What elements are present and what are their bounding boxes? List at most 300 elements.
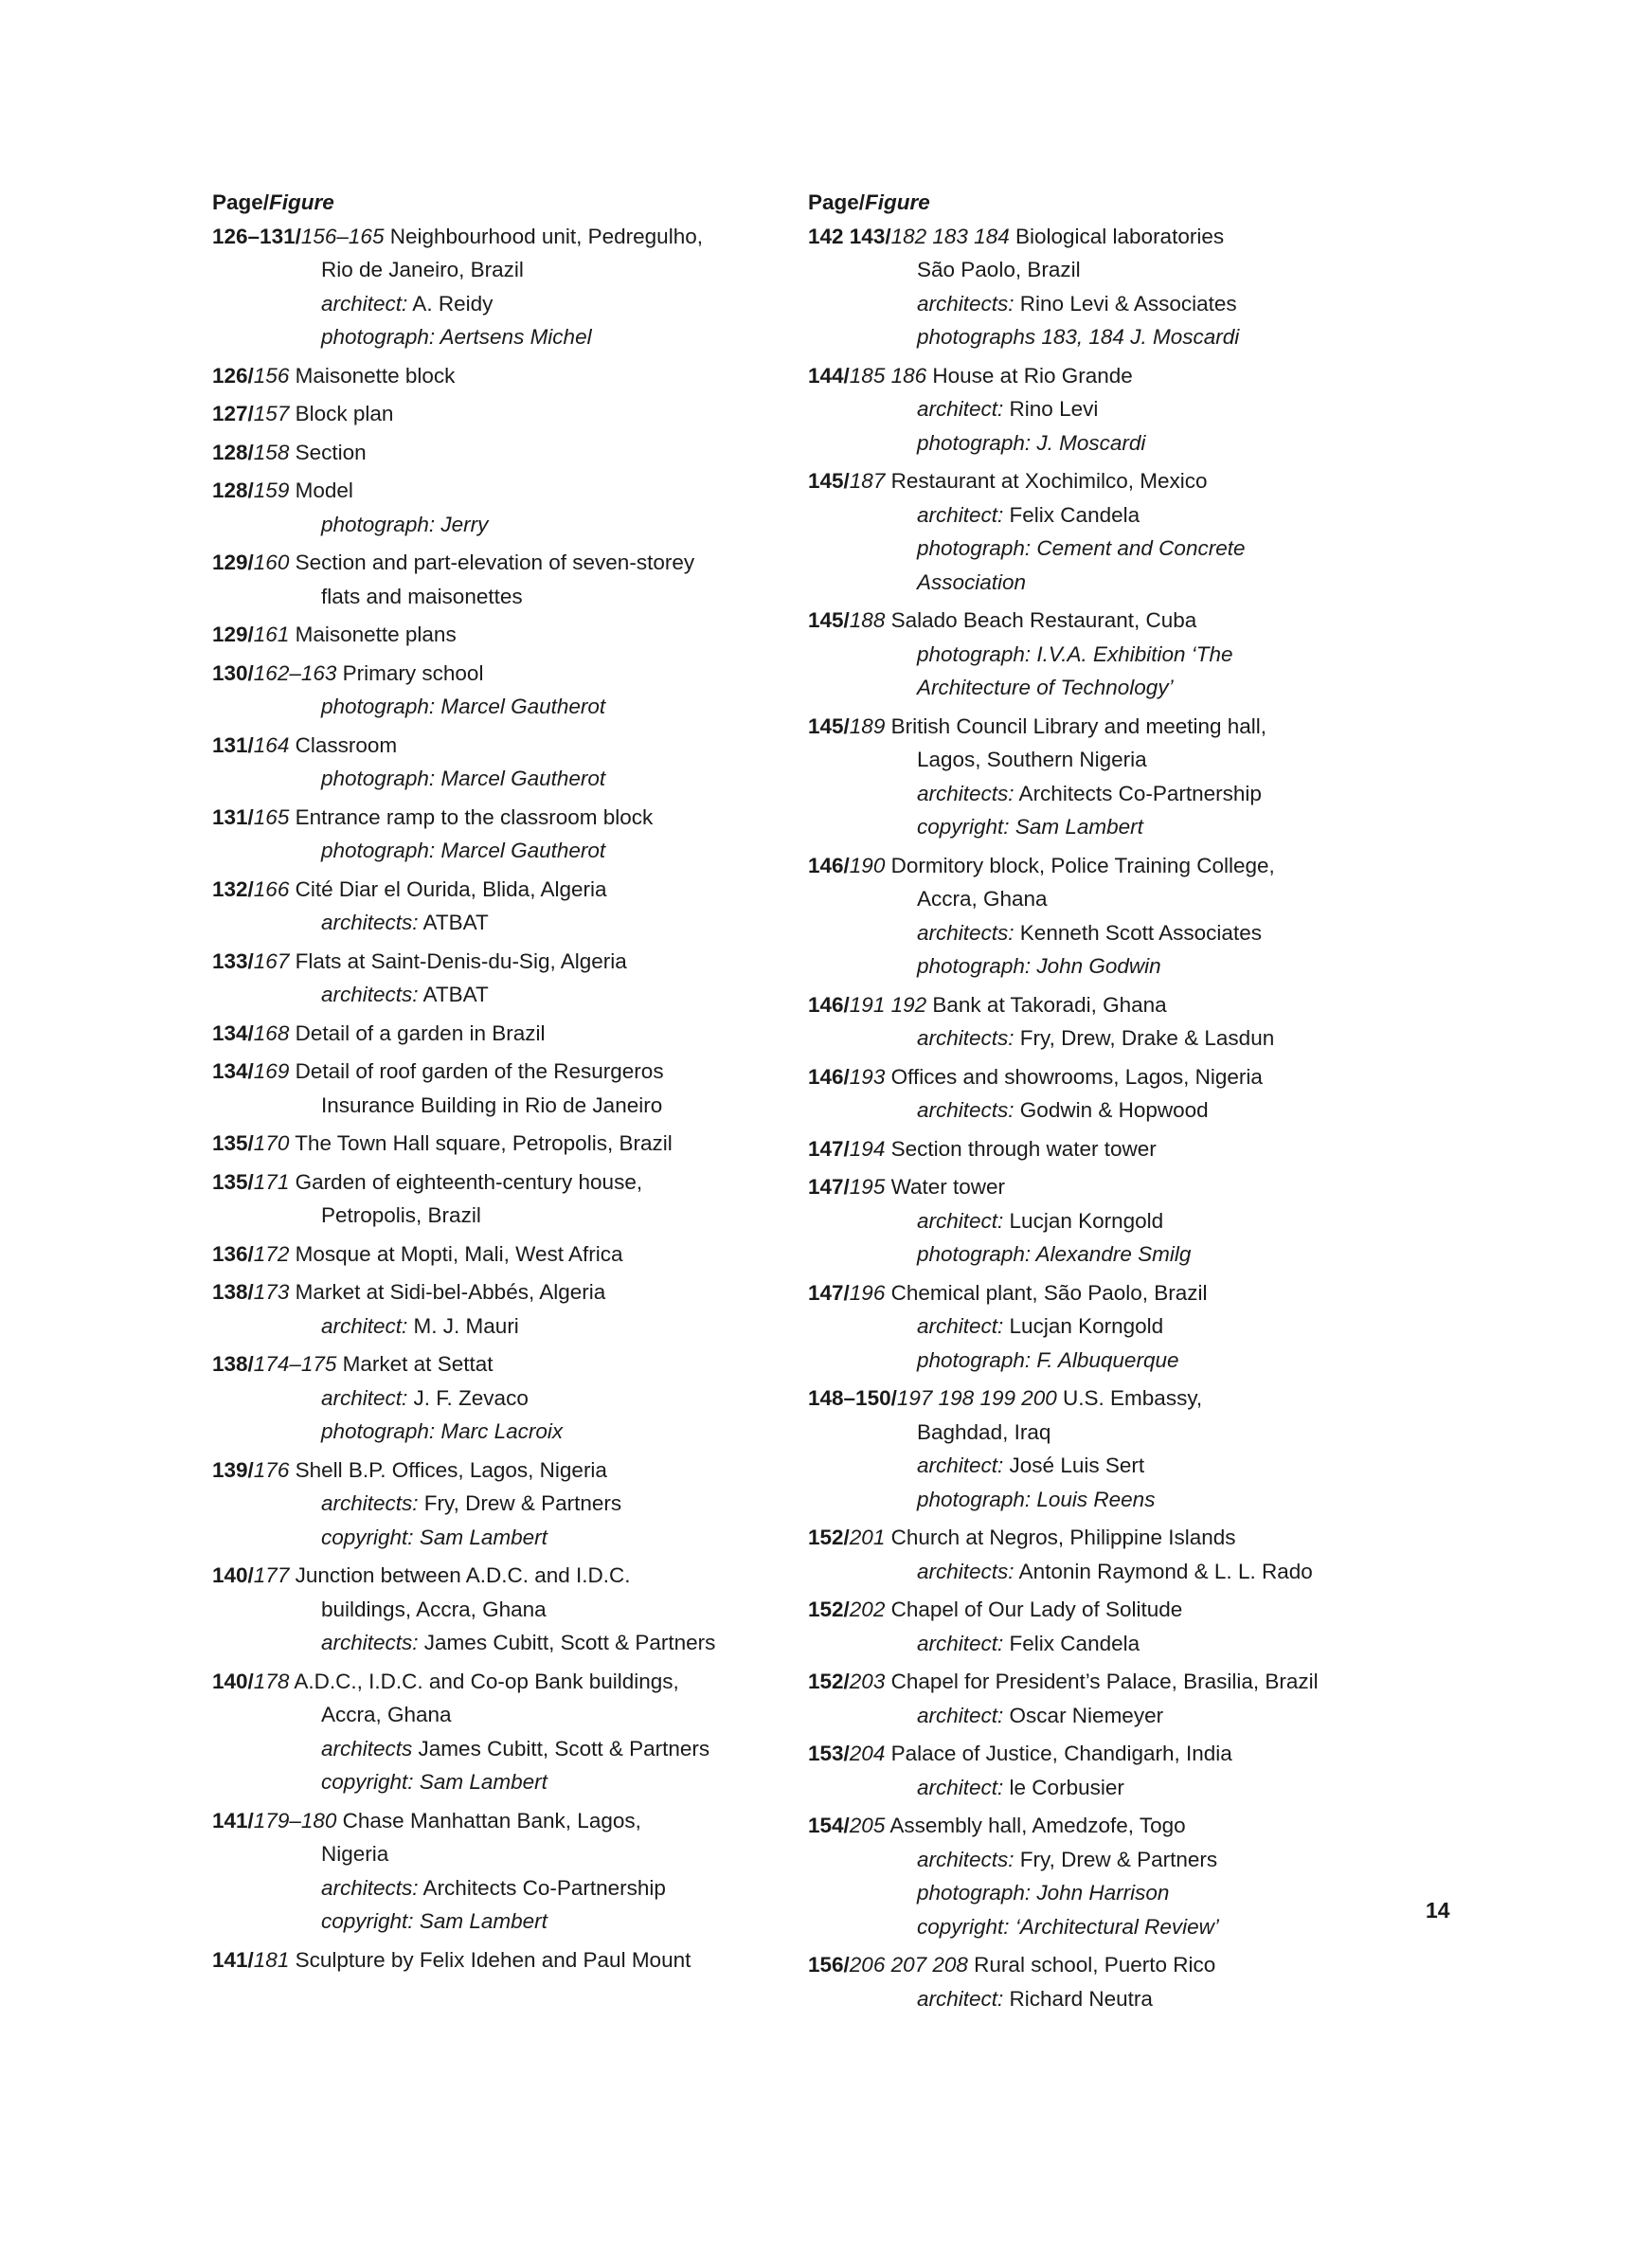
figure-ref: 159 [253,478,290,502]
entry-continuation-line [212,1732,799,1766]
credit-name: Fry, Drew & Partners [418,1491,622,1515]
figure-ref: 166 [253,876,290,901]
page-ref: 146/ [808,1064,850,1089]
credit-label: copyright: [321,1770,414,1794]
caption-entry [808,1948,1395,2015]
credit-label: photograph: [917,1347,1032,1372]
page-ref: 129/ [212,551,254,574]
page-ref: 130/ [212,660,254,685]
entry-continuation-line [212,1593,799,1627]
credit-name: Sam Lambert [1009,815,1143,839]
entry-continuation-line [808,1699,1395,1733]
entry-heading-line [808,1809,1395,1843]
figure-ref: 167 [253,948,290,973]
header-label: Page/ [808,190,866,214]
figure-ref: 172 [253,1241,290,1266]
caption-entry [212,1559,799,1660]
credit-name: Marcel Gautherot [435,767,606,790]
entry-heading-line [212,1347,799,1381]
credit-label: architect: [917,1775,1004,1799]
header-label-italic: Figure [269,190,334,214]
header-label: Page/ [212,190,270,214]
credit-name: Sam Lambert [413,1525,548,1549]
credit-name: ‘Architectural Review’ [1009,1914,1219,1939]
figure-ref: 189 [849,713,886,738]
entry-title: Offices and showrooms, Lagos, Nigeria [885,1064,1263,1089]
continuation-text: Rio de Janeiro, Brazil [321,258,524,281]
entry-heading-line [212,1055,799,1089]
caption-entry [808,1170,1395,1272]
credit-name: Marc Lacroix [435,1419,564,1443]
caption-entry [212,1275,799,1343]
figure-ref: 187 [849,469,886,493]
page-ref: 139/ [212,1457,254,1482]
credit-name: Rino Levi & Associates [1014,291,1237,316]
entry-heading-line [808,1521,1395,1555]
entry-continuation-line [212,978,799,1012]
page-ref: 147/ [808,1175,850,1199]
credit-name: Marcel Gautherot [435,839,606,862]
entry-continuation-line [808,1237,1395,1272]
credit-label: architect: [917,1314,1004,1338]
entry-title: House at Rio Grande [926,363,1133,388]
page-ref: 135/ [212,1169,254,1194]
credit-label: architects: [321,911,419,934]
credit-name: Oscar Niemeyer [1003,1703,1164,1727]
page-ref: 152/ [808,1526,850,1549]
entry-continuation-line [212,1626,799,1660]
entry-continuation-line [808,638,1395,672]
credit-label: architects [321,1736,413,1760]
figure-ref: 197 198 199 200 [896,1386,1057,1410]
entry-title: Cité Diar el Ourida, Blida, Algeria [289,876,607,901]
entry-continuation-line [212,1871,799,1905]
left-column [212,186,799,1981]
figure-ref: 173 [253,1280,290,1304]
caption-entry [212,873,799,940]
caption-entry [212,1127,799,1161]
page-ref: 140/ [212,1563,254,1587]
page-ref: 154/ [808,1814,850,1837]
entry-heading-line [212,657,799,691]
entry-continuation-line [808,253,1395,287]
entry-continuation-line [808,1309,1395,1344]
entry-continuation-line [212,1698,799,1732]
credit-label: architect: [917,1986,1004,2011]
continuation-text: buildings, Accra, Ghana [321,1597,547,1621]
caption-entry [212,1055,799,1122]
entry-continuation-line [808,1093,1395,1128]
figure-ref: 156–165 [300,224,385,248]
entry-continuation-line [808,320,1395,354]
entry-continuation-line [808,426,1395,460]
continuation-text: Baghdad, Iraq [917,1419,1051,1444]
entry-title: Entrance ramp to the classroom block [289,804,654,829]
page-ref: 127/ [212,402,254,425]
figure-ref: 176 [253,1457,290,1482]
entry-heading-line [212,1804,799,1838]
page-ref: 131/ [212,804,254,829]
credit-name: M. J. Mauri [407,1313,519,1338]
page-ref: 141/ [212,1808,254,1833]
continuation-text: flats and maisonettes [321,584,523,608]
figure-ref: 182 183 184 [890,224,1010,248]
entry-heading-line [212,1127,799,1161]
continuation-text: Lagos, Southern Nigeria [917,748,1147,771]
caption-entry [808,1593,1395,1660]
credit-label: architect: [321,1313,408,1338]
figure-ref: 201 [849,1526,886,1549]
page-number: 14 [1426,1898,1450,1923]
entry-continuation-line [212,834,799,868]
credit-name: James Cubitt, Scott & Partners [418,1631,716,1654]
figure-ref: 196 [849,1280,886,1305]
entry-heading-line [808,1276,1395,1310]
entry-continuation-line [808,1344,1395,1378]
entry-heading-line [808,849,1395,883]
credit-label: architects: [917,1098,1015,1122]
page-ref: 146/ [808,853,850,877]
page-ref: 140/ [212,1669,254,1693]
entry-title: Market at Sidi-bel-Abbés, Algeria [289,1280,606,1304]
entry-heading-line [212,1017,799,1051]
figure-ref: 177 [253,1563,290,1587]
page-ref: 145/ [808,469,850,493]
entry-title: Palace of Justice, Chandigarh, India [885,1742,1232,1765]
page-ref: 145/ [808,713,850,738]
page-ref: 138/ [212,1352,254,1376]
entry-heading-line [212,1454,799,1488]
entry-heading-line [808,1381,1395,1416]
credit-label: architects: [321,983,419,1006]
figure-ref: 170 [253,1131,290,1155]
credit-name: Kenneth Scott Associates [1014,920,1262,945]
entry-continuation-line [808,1204,1395,1238]
credit-label: architect: [321,1385,408,1410]
right-entries [808,220,1395,2016]
credit-label: architects: [917,291,1015,316]
credit-name: A. Reidy [407,291,494,316]
caption-entry [808,1060,1395,1128]
caption-entry [808,988,1395,1056]
entry-heading-line [808,1593,1395,1627]
continuation-text-italic: Architecture of Technology’ [917,676,1174,699]
figure-ref: 158 [253,440,290,464]
caption-entry [808,1737,1395,1804]
credit-name: J. F. Zevaco [407,1385,529,1410]
page-ref: 147/ [808,1136,850,1161]
page-ref: 131/ [212,732,254,757]
credit-name: Rino Levi [1003,397,1099,421]
figure-ref: 203 [849,1670,886,1693]
caption-entry [212,945,799,1012]
page-ref: 126–131/ [212,224,301,248]
page-ref: 136/ [212,1241,254,1266]
caption-entry [212,397,799,431]
caption-entry [808,1809,1395,1943]
entry-title: Model [289,478,353,502]
entry-continuation-line [808,1843,1395,1877]
header-label-italic: Figure [865,190,930,214]
credit-label: photograph: [321,1419,436,1443]
entry-title: Section and part-elevation of seven-storey [289,551,695,574]
entry-heading-line [212,436,799,470]
page-ref: 152/ [808,1670,850,1693]
entry-title: Shell B.P. Offices, Lagos, Nigeria [289,1457,607,1482]
page-ref: 148–150/ [808,1386,897,1410]
entry-title: Chase Manhattan Bank, Lagos, [336,1808,641,1833]
credit-label: architects: [917,1847,1015,1871]
entry-heading-line [808,359,1395,393]
entry-title: Classroom [289,732,398,757]
entry-heading-line [808,710,1395,744]
figure-ref: 179–180 [253,1808,337,1833]
entry-continuation-line [808,566,1395,600]
figure-ref: 157 [253,402,290,425]
entry-title: Mosque at Mopti, Mali, West Africa [289,1241,623,1266]
credit-name: José Luis Sert [1003,1454,1145,1477]
credit-label: photograph: [321,839,436,862]
right-column-header [808,186,1395,220]
credit-label: photograph: [917,641,1032,666]
entry-title: Sculpture by Felix Idehen and Paul Mount [289,1947,691,1972]
caption-entry [212,220,799,354]
entry-heading-line [212,1943,799,1977]
continuation-text: Accra, Ghana [321,1703,452,1726]
credit-label: architect: [321,291,408,316]
credit-name: 183, 184 J. Moscardi [1035,325,1240,349]
figure-ref: 178 [253,1669,290,1693]
entry-heading-line [212,873,799,907]
credit-label: architect: [917,1631,1004,1655]
entry-title: British Council Library and meeting hall, [885,713,1267,738]
entry-heading-line [212,1275,799,1309]
continuation-text: Nigeria [321,1842,389,1866]
caption-entry [212,657,799,724]
entry-title: Neighbourhood unit, Pedregulho, [384,224,703,248]
credit-label: photograph: [917,954,1032,978]
page-ref: 142 143/ [808,224,891,248]
credit-name: Felix Candela [1003,1631,1140,1655]
continuation-text: Petropolis, Brazil [321,1203,481,1227]
credit-label: photograph: [321,767,436,790]
credit-name: Godwin & Hopwood [1014,1098,1209,1122]
entry-continuation-line [212,1089,799,1123]
caption-entry [212,474,799,541]
caption-entry [808,604,1395,705]
entry-continuation-line [212,580,799,614]
entry-title: Block plan [289,402,394,425]
entry-heading-line [808,1665,1395,1699]
page-ref: 138/ [212,1280,254,1304]
entry-continuation-line [212,1309,799,1344]
figure-ref: 205 [849,1814,886,1837]
entry-heading-line [808,604,1395,638]
credit-name: Fry, Drew & Partners [1014,1847,1218,1871]
figure-ref: 190 [849,853,886,877]
page-ref: 152/ [808,1598,850,1621]
entry-title: The Town Hall square, Petropolis, Brazil [289,1131,673,1155]
entry-heading-line [808,1170,1395,1204]
caption-entry [212,1804,799,1939]
entry-heading-line [212,397,799,431]
entry-continuation-line [808,1416,1395,1450]
entry-title: Flats at Saint-Denis-du-Sig, Algeria [289,948,627,973]
entry-title: Rural school, Puerto Rico [967,1953,1216,1977]
entry-continuation-line [212,253,799,287]
credit-label: photograph: [321,325,436,349]
credit-name: John Harrison [1031,1881,1170,1905]
figure-ref: 164 [253,732,290,757]
continuation-text: Accra, Ghana [917,887,1048,911]
credit-name: Alexandre Smilg [1031,1242,1192,1266]
credit-name: Jerry [435,512,489,536]
credit-name: Cement and Concrete [1031,536,1246,560]
credit-label: photograph: [321,695,436,718]
credit-name: Lucjan Korngold [1003,1314,1164,1338]
page-ref: 126/ [212,363,254,388]
page-ref: 135/ [212,1131,254,1155]
entry-heading-line [212,220,799,254]
figure-ref: 181 [253,1947,290,1972]
entry-title: Restaurant at Xochimilco, Mexico [885,469,1208,493]
credit-label: architects: [917,920,1015,945]
entry-continuation-line [808,916,1395,950]
credit-name: Sam Lambert [413,1770,548,1794]
caption-entry [808,464,1395,599]
credit-name: Felix Candela [1003,502,1140,527]
caption-entry [808,1381,1395,1516]
credit-name: Aertsens Michel [435,325,592,349]
entry-title: Detail of a garden in Brazil [289,1020,546,1045]
entry-heading-line [212,1559,799,1593]
credit-label: photograph: [917,1881,1032,1905]
figure-ref: 160 [253,551,290,574]
entry-heading-line [212,1165,799,1200]
figure-ref: 206 207 208 [849,1953,968,1977]
figure-ref: 191 192 [849,992,927,1017]
caption-entry [808,220,1395,354]
left-column-header [212,186,799,220]
entry-title: Chemical plant, São Paolo, Brazil [885,1280,1208,1305]
entry-title: Market at Settat [336,1352,494,1376]
page-ref: 146/ [808,992,850,1017]
entry-continuation-line [808,1771,1395,1805]
entry-continuation-line [808,1982,1395,2016]
credit-label: copyright: [917,1914,1010,1939]
entry-continuation-line [212,320,799,354]
credit-name: ATBAT [418,911,489,934]
figure-ref: 174–175 [253,1352,337,1376]
figure-ref: 193 [849,1064,886,1089]
credit-name: ATBAT [418,983,489,1006]
entry-continuation-line [212,1905,799,1939]
page-ref: 145/ [808,608,850,632]
figure-ref: 188 [849,608,886,632]
entry-continuation-line [808,532,1395,566]
caption-entry [212,546,799,613]
credit-label: architect: [917,1208,1004,1233]
entry-continuation-line [808,949,1395,984]
entry-heading-line [212,618,799,652]
figure-ref: 156 [253,363,290,388]
credit-label: architects: [321,1875,419,1900]
caption-entry [808,710,1395,844]
credit-name: I.V.A. Exhibition ‘The [1031,641,1233,666]
caption-entry [212,1237,799,1272]
entry-title: Primary school [336,660,484,685]
entry-continuation-line [808,1483,1395,1517]
entry-title: Salado Beach Restaurant, Cuba [885,608,1197,632]
credit-name: Architects Co-Partnership [418,1875,666,1900]
credit-name: le Corbusier [1003,1775,1124,1799]
continuation-text: São Paolo, Brazil [917,258,1081,281]
entry-heading-line [212,945,799,979]
page-ref: 153/ [808,1742,850,1765]
credit-name: Sam Lambert [413,1909,548,1933]
credit-label: photograph: [917,1242,1032,1266]
page-ref: 129/ [212,623,254,646]
figure-ref: 161 [253,623,290,646]
credit-label: copyright: [917,815,1010,839]
entry-title: U.S. Embassy, [1056,1386,1203,1410]
caption-entry [212,801,799,868]
entry-continuation-line [212,287,799,321]
entry-title: Chapel for President’s Palace, Brasilia, Brazil [885,1670,1319,1693]
caption-entry [212,1943,799,1977]
credit-name: James Cubitt, Scott & Partners [412,1736,710,1760]
credit-name: Fry, Drew, Drake & Lasdun [1014,1026,1275,1050]
credit-name: John Godwin [1031,954,1161,978]
entry-continuation-line [808,1021,1395,1056]
entry-heading-line [212,546,799,580]
caption-entry [808,1132,1395,1166]
entry-heading-line [808,464,1395,498]
entry-heading-line [212,801,799,835]
entry-title: Section [289,440,367,464]
caption-entry [212,1347,799,1449]
left-entries [212,220,799,1977]
credit-label: architects: [917,781,1015,805]
credit-name: Louis Reens [1031,1487,1156,1511]
entry-heading-line [212,474,799,508]
credit-label: photograph: [917,430,1032,455]
entry-continuation-line [212,1199,799,1233]
entry-title: Bank at Takoradi, Ghana [926,992,1167,1017]
entry-heading-line [212,1237,799,1272]
caption-entry [808,1276,1395,1378]
credit-label: photograph: [917,536,1032,560]
credit-label: architects: [917,1559,1015,1583]
page-ref: 132/ [212,876,254,901]
entry-continuation-line [212,762,799,796]
entry-heading-line [808,1060,1395,1094]
credit-name: Antonin Raymond & L. L. Rado [1014,1559,1313,1583]
entry-continuation-line [212,1487,799,1521]
caption-entry [212,618,799,652]
entry-continuation-line [212,1521,799,1555]
entry-heading-line [808,1132,1395,1166]
page-ref: 134/ [212,1059,254,1083]
entry-continuation-line [808,810,1395,844]
credit-label: copyright: [321,1525,414,1549]
caption-entry [212,1017,799,1051]
page-ref: 141/ [212,1947,254,1972]
page-ref: 134/ [212,1020,254,1045]
page-ref: 147/ [808,1280,850,1305]
entry-continuation-line [212,1415,799,1449]
entry-continuation-line [808,1555,1395,1589]
